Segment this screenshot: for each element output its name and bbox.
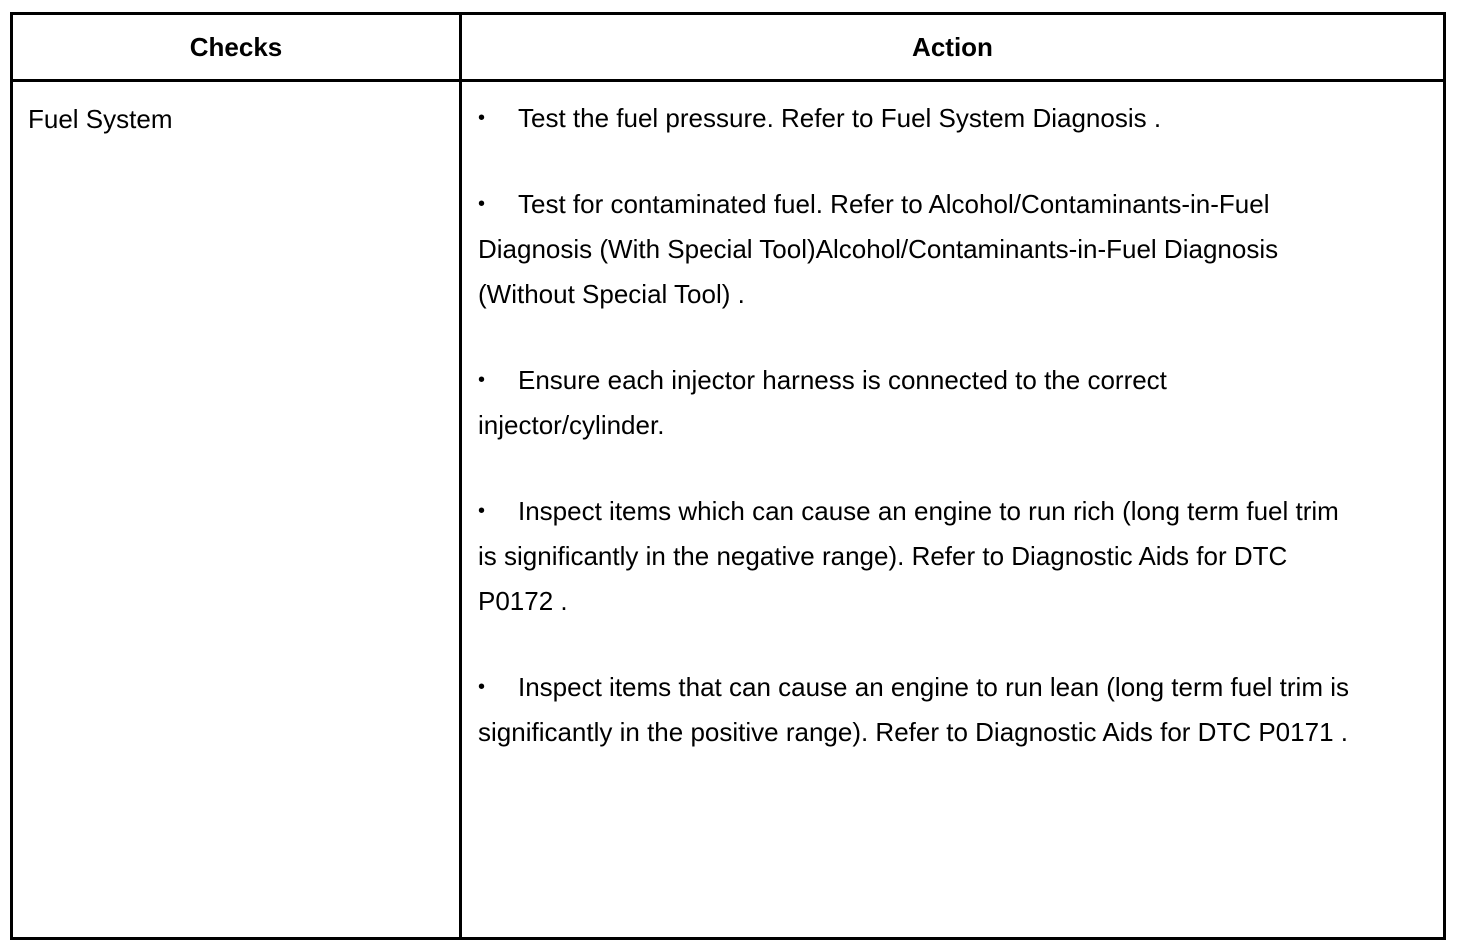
check-cell-fuel-system: Fuel System [28, 104, 173, 134]
checks-column-header: Checks [189, 31, 283, 62]
bullet-icon: • [478, 369, 486, 391]
bullet-icon: • [478, 107, 486, 129]
action-item [478, 665, 1358, 755]
action-item [478, 96, 1358, 141]
action-text: Inspect items that can cause an engine to run lean (long term fuel trim is significantly in the positive range). Refer to Diagnostic Aids for DTC P0171 . [478, 672, 1349, 747]
action-text: Test for contaminated fuel. Refer to Alcohol/Contaminants-in-Fuel Diagnosis (With Special Tool)Alcohol/Contaminants-in-Fuel Diagnosis (Without Special Tool) . [478, 189, 1279, 309]
action-item [478, 182, 1358, 317]
action-text: Ensure each injector harness is connected to the correct injector/cylinder. [478, 365, 1167, 440]
bullet-icon: • [478, 500, 486, 522]
action-item [478, 358, 1358, 448]
action-text: Test the fuel pressure. Refer to Fuel System Diagnosis . [518, 103, 1162, 133]
action-cell [478, 96, 1358, 796]
header-divider [10, 79, 1446, 82]
bullet-icon: • [478, 676, 486, 698]
action-text: Inspect items which can cause an engine to run rich (long term fuel trim is significantly in the negative range). Refer to Diagnostic Aids for DTC P0172 . [478, 496, 1339, 616]
column-divider [459, 12, 462, 940]
bullet-icon: • [478, 193, 486, 215]
action-item [478, 489, 1358, 624]
action-column-header: Action [912, 31, 993, 62]
